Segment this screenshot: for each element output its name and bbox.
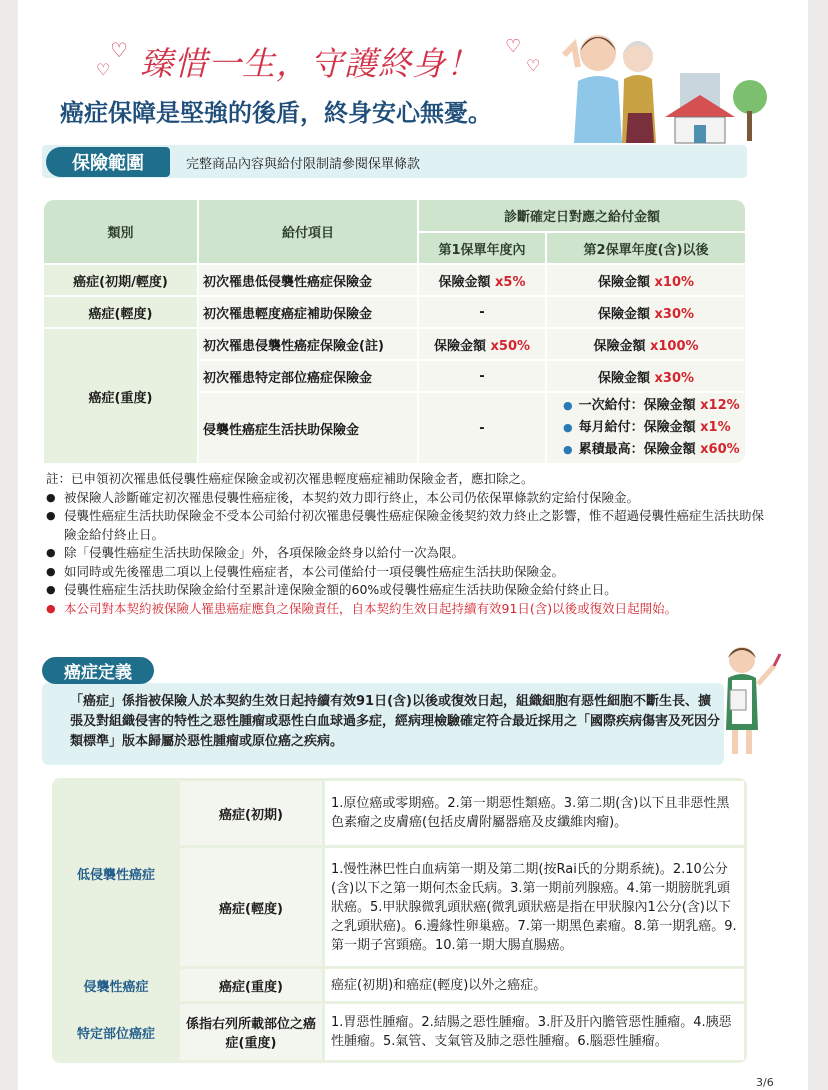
sub-category: 係指右列所載部位之癌症(重度)	[180, 1004, 322, 1060]
row-category: 癌症(初期/輕度)	[44, 265, 197, 295]
description: 1.原位癌或零期癌。2.第一期惡性類癌。3.第二期(含)以下且非惡性黑色素瘤之皮膚癌(包括皮膚附屬器癌及皮纖維肉瘤)。	[325, 781, 744, 845]
doctor-illustration-icon	[712, 640, 784, 760]
bullet-icon: ●	[46, 490, 56, 504]
scope-note: 完整商品內容與給付限制請參閱保單條款	[186, 157, 421, 172]
notes-section	[46, 470, 766, 618]
row-category: 癌症(輕度)	[44, 297, 197, 327]
table-row	[44, 297, 745, 327]
row-year2: 保險金額 x30%	[547, 361, 745, 391]
header-item: 給付項目	[199, 200, 417, 263]
row-year2: 保險金額 x10%	[547, 265, 745, 295]
group-specific-site: 特定部位癌症	[55, 1004, 177, 1060]
bullet-icon: ●	[563, 399, 573, 412]
row-item: 初次罹患輕度癌症補助保險金	[199, 297, 417, 327]
description: 1.胃惡性腫瘤。2.結腸之惡性腫瘤。3.肝及肝內膽管惡性腫瘤。4.胰惡性腫瘤。5.氣管、支氣管及肺之惡性腫瘤。6.腦惡性腫瘤。	[325, 1004, 744, 1060]
note-item: ● 侵襲性癌症生活扶助保險金給付至累計達保險金額的60%或侵襲性癌症生活扶助保險金給付終止日。	[46, 581, 766, 600]
note-item: ● 侵襲性癌症生活扶助保險金不受本公司給付初次罹患侵襲性癌症保險金後契約效力終止之影響，惟不超過侵襲性癌症生活扶助保險金給付終止日。	[46, 507, 766, 544]
sub-category: 癌症(重度)	[180, 969, 322, 1001]
bullet-icon: ●	[46, 564, 56, 578]
row-year1: -	[419, 361, 545, 391]
heart-icon: ♡	[96, 60, 111, 79]
row-year2: 保險金額 x100%	[547, 329, 745, 359]
bullet-icon: ●	[46, 546, 56, 559]
table-row	[55, 781, 744, 845]
note-item: ● 如同時或先後罹患二項以上侵襲性癌症者，本公司僅給付一項侵襲性癌症生活扶助保險金。	[46, 563, 766, 582]
family-illustration-icon	[560, 25, 775, 147]
note-item: ● 除「侵襲性癌症生活扶助保險金」外，各項保險金終身以給付一次為限。	[46, 544, 766, 563]
bullet-icon: ●	[563, 443, 573, 456]
definition-table	[52, 778, 747, 1063]
group-invasive: 侵襲性癌症	[55, 969, 177, 1001]
sub-category: 癌症(初期)	[180, 781, 322, 845]
bullet-icon: ●	[563, 421, 573, 434]
heart-icon: ♡	[110, 38, 128, 62]
slogan: 臻惜一生，守護終身！	[140, 44, 480, 83]
definition-tag: 癌症定義	[42, 657, 154, 684]
row-year2: 保險金額 x30%	[547, 297, 745, 327]
description: 癌症(初期)和癌症(輕度)以外之癌症。	[325, 969, 744, 1001]
note-item-red: ● 本公司對本契約被保險人罹患癌症應負之保險責任，自本契約生效日起持續有效91日(含)以後或復效日起開始。	[46, 600, 766, 619]
notes-intro: 註：已申領初次罹患低侵襲性癌症保險金或初次罹患輕度癌症補助保險金者，應扣除之。	[46, 471, 534, 486]
heart-icon: ♡	[505, 36, 522, 57]
row-item: 初次罹患侵襲性癌症保險金(註)	[199, 329, 417, 359]
bullet-line: ● 一次給付：保險金額 x12%	[563, 398, 740, 413]
group-low-invasive: 低侵襲性癌症	[55, 781, 177, 966]
header-category: 類別	[44, 200, 197, 263]
note-item: ● 被保險人診斷確定初次罹患侵襲性癌症後，本契約效力即行終止，本公司仍依保單條款約定給付保險金。	[46, 489, 766, 508]
row-year1: 保險金額 x50%	[419, 329, 545, 359]
table-row	[55, 1004, 744, 1060]
row-year1: -	[419, 297, 545, 327]
coverage-table	[42, 198, 747, 465]
table-row	[44, 329, 745, 359]
scope-tag: 保險範圍	[46, 147, 170, 177]
row-year2-bullets	[547, 393, 745, 463]
page-subtitle: 癌症保障是堅強的後盾，終身安心無憂。	[60, 99, 492, 127]
row-item: 初次罹患低侵襲性癌症保險金	[199, 265, 417, 295]
row-item: 侵襲性癌症生活扶助保險金	[199, 393, 417, 463]
header-amount-group: 診斷確定日對應之給付金額	[419, 200, 745, 231]
header-year1: 第1保單年度內	[419, 233, 545, 263]
sub-category: 癌症(輕度)	[180, 848, 322, 966]
bullet-icon: ●	[46, 583, 56, 596]
bullet-icon: ●	[46, 509, 56, 522]
row-year1: -	[419, 393, 545, 463]
table-row	[55, 969, 744, 1001]
row-year1: 保險金額 x5%	[419, 265, 545, 295]
bullet-line: ● 每月給付：保險金額 x1%	[563, 420, 731, 435]
description: 1.慢性淋巴性白血病第一期及第二期(按Rai氏的分期系統)。2.10公分(含)以下之第一期何杰金氏病。3.第一期前列腺癌。4.第一期膀胱乳頭狀癌。5.甲狀腺微乳頭狀癌(微乳頭狀癌是指在甲狀腺內1公分(含)以下之乳頭狀癌)。6.邊緣性卵巢癌。7.第一期黑色素瘤。8.第一期乳癌。9.第一期子宮頸癌。10.第一期大腸直腸癌。	[325, 848, 744, 966]
page-number: 3/6	[756, 1076, 774, 1089]
row-item: 初次罹患特定部位癌症保險金	[199, 361, 417, 391]
bullet-icon: ●	[46, 601, 56, 615]
row-category: 癌症(重度)	[44, 329, 197, 463]
bullet-line: ● 累積最高：保險金額 x60%	[563, 442, 740, 457]
heart-icon: ♡	[526, 56, 541, 75]
header-year2: 第2保單年度(含)以後	[547, 233, 745, 263]
definition-text: 「癌症」係指被保險人於本契約生效日起持續有效91日(含)以後或復效日起，組織細胞有惡性細胞不斷生長、擴張及對組織侵害的特性之惡性腫瘤或惡性白血球過多症，經病理檢驗確定符合最近採用之「國際疾病傷害及死因分類標準」版本歸屬於惡性腫瘤或原位癌之疾病。	[70, 694, 721, 749]
table-row	[44, 265, 745, 295]
